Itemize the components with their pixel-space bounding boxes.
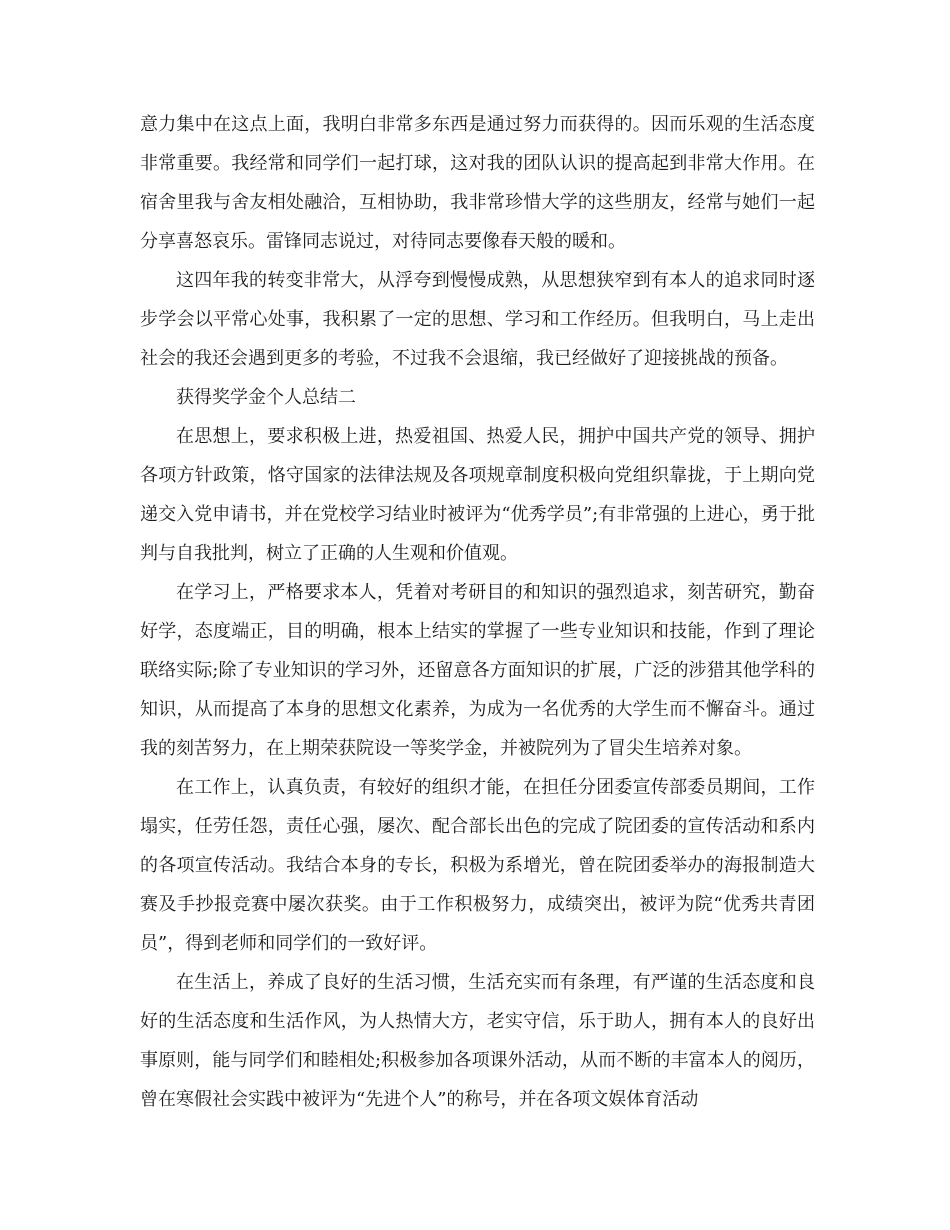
document-body <box>140 105 815 1119</box>
paragraph-four-years-change: 这四年我的转变非常大，从浮夸到慢慢成熟，从思想狭窄到有本人的追求同时逐步学会以平常心处事，我积累了一定的思想、学习和工作经历。但我明白，马上走出社会的我还会遇到更多的考验，不过我不会退缩，我已经做好了迎接挑战的预备。 <box>140 270 815 369</box>
paragraph-life: 在生活上，养成了良好的生活习惯，生活充实而有条理，有严谨的生活态度和良好的生活态度和生活作风，为人热情大方，老实守信，乐于助人，拥有本人的良好出事原则，能与同学们和睦相处;积极参加各项课外活动，从而不断的丰富本人的阅历，曾在寒假社会实践中被评为“先进个人”的称号，并在各项文娱体育活动 <box>140 972 815 1110</box>
paragraph-ideology: 在思想上，要求积极上进，热爱祖国、热爱人民，拥护中国共产党的领导、拥护各项方针政策，恪守国家的法律法规及各项规章制度积极向党组织靠拢，于上期向党递交入党申请书，并在党校学习结业时被评为“优秀学员”;有非常强的上进心，勇于批判与自我批判，树立了正确的人生观和价值观。 <box>140 426 815 564</box>
paragraph-work: 在工作上，认真负责，有较好的组织才能，在担任分团委宣传部委员期间，工作塌实，任劳任怨，责任心强，屡次、配合部长出色的完成了院团委的宣传活动和系内的各项宣传活动。我结合本身的专长，积极为系增光，曾在院团委举办的海报制造大赛及手抄报竞赛中屡次获奖。由于工作积极努力，成绩突出，被评为院“优秀共青团员”，得到老师和同学们的一致好评。 <box>140 777 815 954</box>
section-heading: 获得奖学金个人总结二 <box>176 387 356 408</box>
paragraph-study: 在学习上，严格要求本人，凭着对考研目的和知识的强烈追求，刻苦研究，勤奋好学，态度端正，目的明确，根本上结实的掌握了一些专业知识和技能，作到了理论联络实际;除了专业知识的学习外，还留意各方面知识的扩展，广泛的涉猎其他学科的知识，从而提高了本身的思想文化素养，为成为一名优秀的大学生而不懈奋斗。通过我的刻苦努力，在上期荣获院设一等奖学金，并被院列为了冒尖生培养对象。 <box>140 582 815 759</box>
paragraph-continued: 意力集中在这点上面，我明白非常多东西是通过努力而获得的。因而乐观的生活态度非常重要。我经常和同学们一起打球，这对我的团队认识的提高起到非常大作用。在宿舍里我与舍友相处融洽，互相协助，我非常珍惜大学的这些朋友，经常与她们一起分享喜怒哀乐。雷锋同志说过，对待同志要像春天般的暖和。 <box>140 114 815 252</box>
